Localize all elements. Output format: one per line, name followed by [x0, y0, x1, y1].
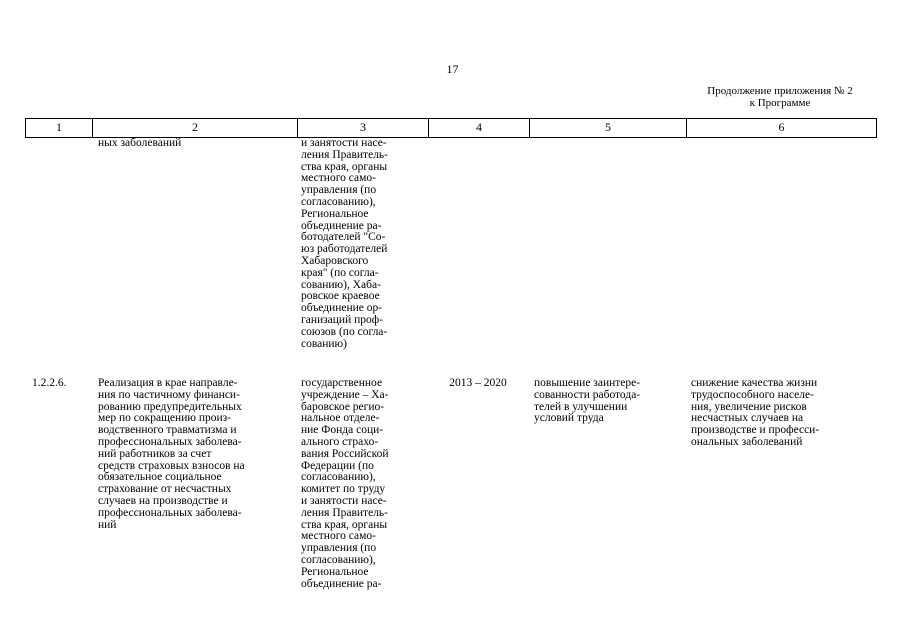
row-executor: государственное учреждение – Ха- баровское регио- нальное отделе- ние Фонда соци- ального страхо- вания Российской Федерации (по согласованию), комитет по труду и занятости насе- ления Правитель- ства края, органы местного само- управления (по согласованию), Региональное объединение ра-: [301, 377, 389, 590]
header-cell-1: 1: [26, 119, 93, 137]
header-cell-4: 4: [429, 119, 530, 137]
header-cell-3: 3: [298, 119, 429, 137]
row-number: 1.2.2.6.: [32, 377, 67, 389]
page-number: 17: [446, 62, 459, 76]
header-cell-2: 2: [93, 119, 298, 137]
continued-row-col3: и занятости насе- ления Правитель- ства края, органы местного само- управления (по согласованию), Региональное объединение ра- ботодателей "Со- юз работодателей Хабаровского края" (по согла- сованию), Хаба- ровское краевое объединение ор- ганизаций проф- союзов (по согла- сованию): [301, 137, 389, 350]
row-measure: Реализация в крае направле- ния по частичному финанси- рованию предупредительных мер по сокращению произ- водственного травматизма и профессиональных заболева- ний работников за счет средств страховых взносов на обязательное социальное страхование от несчастных случаев на производстве и профессиональных заболева- ний: [98, 377, 245, 531]
appendix-note-line1: Продолжение приложения № 2: [707, 85, 853, 97]
continued-row-col2: ных заболеваний: [98, 137, 182, 149]
row-consequences: снижение качества жизни трудоспособного населе- ния, увеличение рисков несчастных случаев на производстве и професси- ональных заболеваний: [691, 377, 820, 448]
row-expected-result: повышение заинтере- сованности работода- телей в улучшении условий труда: [534, 377, 641, 425]
header-cell-6: 6: [778, 120, 785, 134]
row-period: 2013 – 2020: [449, 377, 507, 389]
table-header-row: [25, 118, 877, 138]
appendix-note: [680, 85, 880, 109]
header-cell-5: 5: [530, 119, 687, 137]
appendix-note-line2: к Программе: [749, 97, 811, 109]
